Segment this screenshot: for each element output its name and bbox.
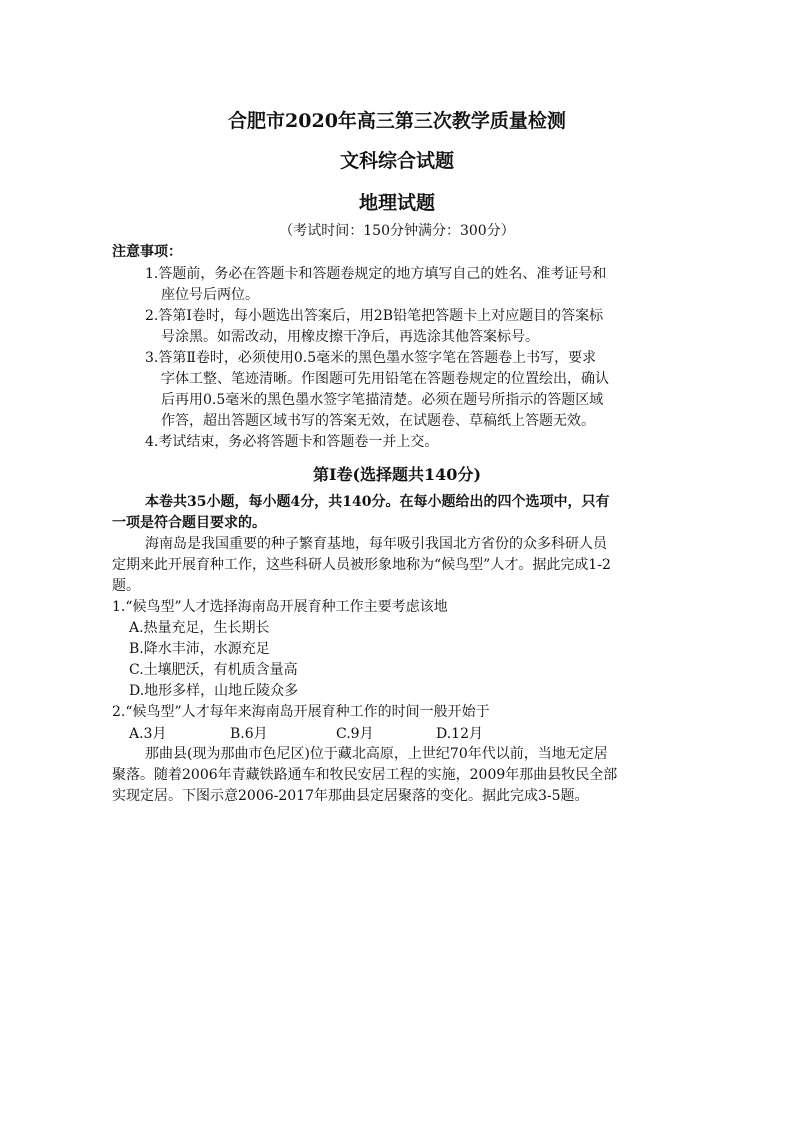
passage-line: 定期来此开展育种工作，这些科研人员被形象地称为“候鸟型”人才。据此完成1-2 bbox=[112, 557, 611, 573]
passage-line: 题。 bbox=[112, 578, 140, 594]
note-line: 2.答第Ⅰ卷时，每小题选出答案后，用2B铅笔把答题卡上对应题目的答案标 bbox=[145, 308, 604, 324]
passage-line: 海南岛是我国重要的种子繁育基地，每年吸引我国北方省份的众多科研人员 bbox=[145, 536, 607, 552]
part1-instruction: 本卷共35小题，每小题4分，共140分。在每小题给出的四个选项中，只有 bbox=[145, 494, 610, 510]
question-1-stem: 1.“候鸟型”人才选择海南岛开展育种工作主要考虑该地 bbox=[112, 599, 448, 615]
question-2-option: D.12月 bbox=[436, 726, 483, 742]
part1-title: 第Ⅰ卷(选择题共140分) bbox=[312, 465, 482, 484]
question-2-option: B.6月 bbox=[230, 726, 268, 742]
section-title: 地理试题 bbox=[358, 192, 435, 214]
question-2-stem: 2.“候鸟型”人才每年来海南岛开展育种工作的时间一般开始于 bbox=[112, 704, 490, 720]
question-1-option: C.土壤肥沃，有机质含量高 bbox=[129, 662, 298, 678]
note-line: 字体工整、笔迹清晰。作图题可先用铅笔在答题卷规定的位置绘出，确认 bbox=[161, 371, 609, 387]
passage-line: 实现定居。下图示意2006-2017年那曲县定居聚落的变化。据此完成3-5题。 bbox=[112, 788, 589, 804]
exam-info: （考试时间：150分钟满分：300分） bbox=[279, 223, 515, 239]
notes-heading: 注意事项： bbox=[112, 244, 182, 260]
question-2-option: A.3月 bbox=[129, 726, 167, 742]
note-line: 号涂黑。如需改动，用橡皮擦干净后，再选涂其他答案标号。 bbox=[161, 329, 539, 345]
question-1-option: D.地形多样，山地丘陵众多 bbox=[129, 683, 299, 699]
question-1-option: A.热量充足，生长期长 bbox=[129, 620, 270, 636]
question-1-option: B.降水丰沛，水源充足 bbox=[129, 641, 270, 657]
note-line: 后再用0.5毫米的黑色墨水签字笔描清楚。必须在题号所指示的答题区域 bbox=[161, 392, 604, 408]
note-line: 4.考试结束，务必将答题卡和答题卷一并上交。 bbox=[145, 434, 439, 450]
part1-instruction: 一项是符合题目要求的。 bbox=[112, 515, 266, 531]
exam-title: 合肥市2020年高三第三次教学质量检测 bbox=[228, 110, 566, 132]
note-line: 作答，超出答题区域书写的答案无效，在试题卷、草稿纸上答题无效。 bbox=[161, 413, 595, 429]
note-line: 1.答题前，务必在答题卡和答题卷规定的地方填写自己的姓名、准考证号和 bbox=[145, 266, 607, 282]
exam-subtitle: 文科综合试题 bbox=[339, 150, 454, 172]
note-line: 座位号后两位。 bbox=[161, 287, 259, 303]
passage-line: 那曲县(现为那曲市色尼区)位于藏北高原，上世纪70年代以前，当地无定居 bbox=[145, 746, 608, 762]
question-2-option: C.9月 bbox=[336, 726, 374, 742]
passage-line: 聚落。随着2006年青藏铁路通车和牧民安居工程的实施，2009年那曲县牧民全部 bbox=[112, 767, 618, 783]
note-line: 3.答第Ⅱ卷时，必须使用0.5毫米的黑色墨水签字笔在答题卷上书写，要求 bbox=[145, 350, 597, 366]
